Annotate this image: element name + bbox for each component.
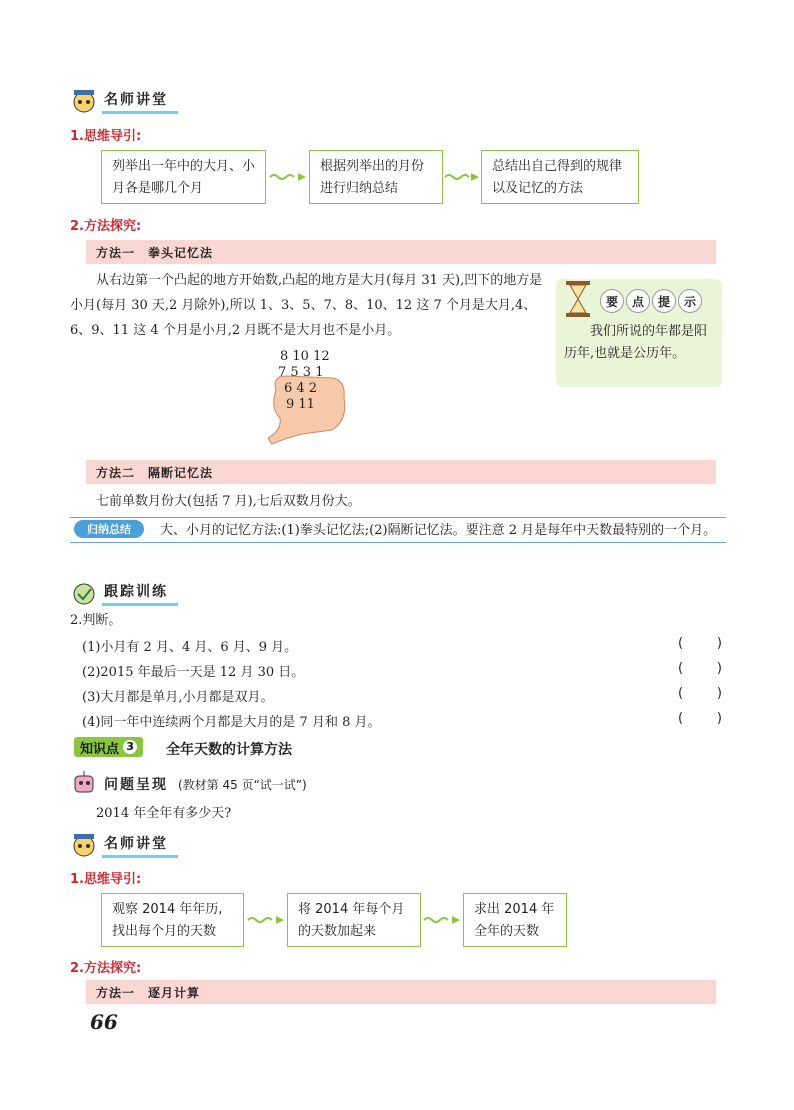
tip-box (556, 279, 722, 387)
method1-title: 方法一 拳头记忆法 (96, 245, 214, 260)
tip-char: 要 (600, 289, 624, 313)
answer-paren[interactable]: ( ) (678, 711, 722, 726)
answer-paren[interactable]: ( ) (678, 661, 722, 676)
thinking-label: 1.思维导引: (70, 872, 142, 887)
arrow-icon (246, 915, 286, 925)
thinking-label: 1.思维导引: (70, 129, 142, 144)
section-title: 名师讲堂 (102, 89, 178, 114)
method2-text: 七前单数月份大(包括 7 月),七后双数月份大。 (96, 494, 361, 509)
fist-row3: 6 4 2 (284, 381, 318, 396)
judge-item-2: (2)2015 年最后一天是 12 月 30 日。 (82, 665, 305, 680)
answer-paren[interactable]: ( ) (678, 636, 722, 651)
fist-row2: 7 5 3 1 (278, 365, 324, 380)
arrow-icon (422, 915, 462, 925)
method2-title: 方法二 隔断记忆法 (96, 465, 214, 480)
flow-box-3: 求出 2014 年全年的天数 (463, 893, 567, 947)
flow-box-2: 根据列举出的月份进行归纳总结 (309, 150, 443, 204)
flow-box-3: 总结出自己得到的规律以及记忆的方法 (481, 150, 639, 204)
arrow-icon (268, 172, 308, 182)
section-title: 名师讲堂 (102, 833, 178, 858)
training-icon (70, 580, 98, 606)
method1-text: 从右边第一个凸起的地方开始数,凸起的地方是大月(每月 31 天),凹下的地方是小月(每月 30 天,2 月除外),所以 1、3、5、7、8、10、12 这 7 个月是大月,4、6、9、11 这 4 个月是小月,2 月既不是大月也不是小月。 (70, 273, 543, 338)
flow-box-2: 将 2014 年每个月的天数加起来 (287, 893, 421, 947)
knowledge-title: 全年天数的计算方法 (166, 742, 292, 758)
method-label: 2.方法探究: (70, 219, 142, 234)
section-header-training (70, 580, 178, 606)
robot-icon (70, 770, 98, 796)
page-number: 66 (90, 1010, 118, 1034)
knowledge-tag: 知识点 3 (74, 737, 143, 757)
section-title: 跟踪训练 (102, 581, 178, 606)
problem-ref: (教材第 45 页“试一试”) (178, 778, 307, 792)
section-title: 问题呈现 (104, 777, 168, 793)
teacher-icon (70, 88, 98, 114)
hourglass-icon (564, 279, 592, 319)
method-b1-band (86, 980, 716, 1004)
section-header-problem (70, 770, 307, 796)
answer-paren[interactable]: ( ) (678, 686, 722, 701)
tip-text: 我们所说的年都是阳历年,也就是公历年。 (564, 324, 708, 361)
judge-item-3: (3)大月都是单月,小月都是双月。 (82, 690, 274, 705)
tip-char: 示 (678, 289, 702, 313)
summary-badge: 归纳总结 (74, 520, 144, 538)
arrow-icon (443, 172, 481, 182)
section-header-teacher-2 (70, 832, 178, 858)
teacher-icon (70, 832, 98, 858)
summary-text: 大、小月的记忆方法:(1)拳头记忆法;(2)隔断记忆法。要注意 2 月是每年中天数最特别的一个月。 (160, 523, 717, 538)
method1-band (86, 240, 716, 264)
section-header-teacher (70, 88, 178, 114)
flow-box-1: 列举出一年中的大月、小月各是哪几个月 (101, 150, 266, 204)
tip-char: 点 (626, 289, 650, 313)
judge-item-4: (4)同一年中连续两个月都是大月的是 7 月和 8 月。 (82, 715, 381, 730)
method2-band (86, 460, 716, 484)
fist-row4: 9 11 (286, 397, 315, 412)
knowledge-num: 3 (123, 740, 137, 754)
problem-question: 2014 年全年有多少天? (96, 806, 232, 821)
fist-illustration (262, 350, 352, 445)
method-label: 2.方法探究: (70, 961, 142, 976)
judge-question: 2.判断。 (70, 613, 122, 628)
flow-box-1: 观察 2014 年年历,找出每个月的天数 (101, 893, 244, 947)
method-b1-title: 方法一 逐月计算 (96, 985, 201, 1000)
fist-row1: 8 10 12 (280, 349, 330, 364)
tip-char: 提 (652, 289, 676, 313)
judge-item-1: (1)小月有 2 月、4 月、6 月、9 月。 (82, 640, 298, 655)
